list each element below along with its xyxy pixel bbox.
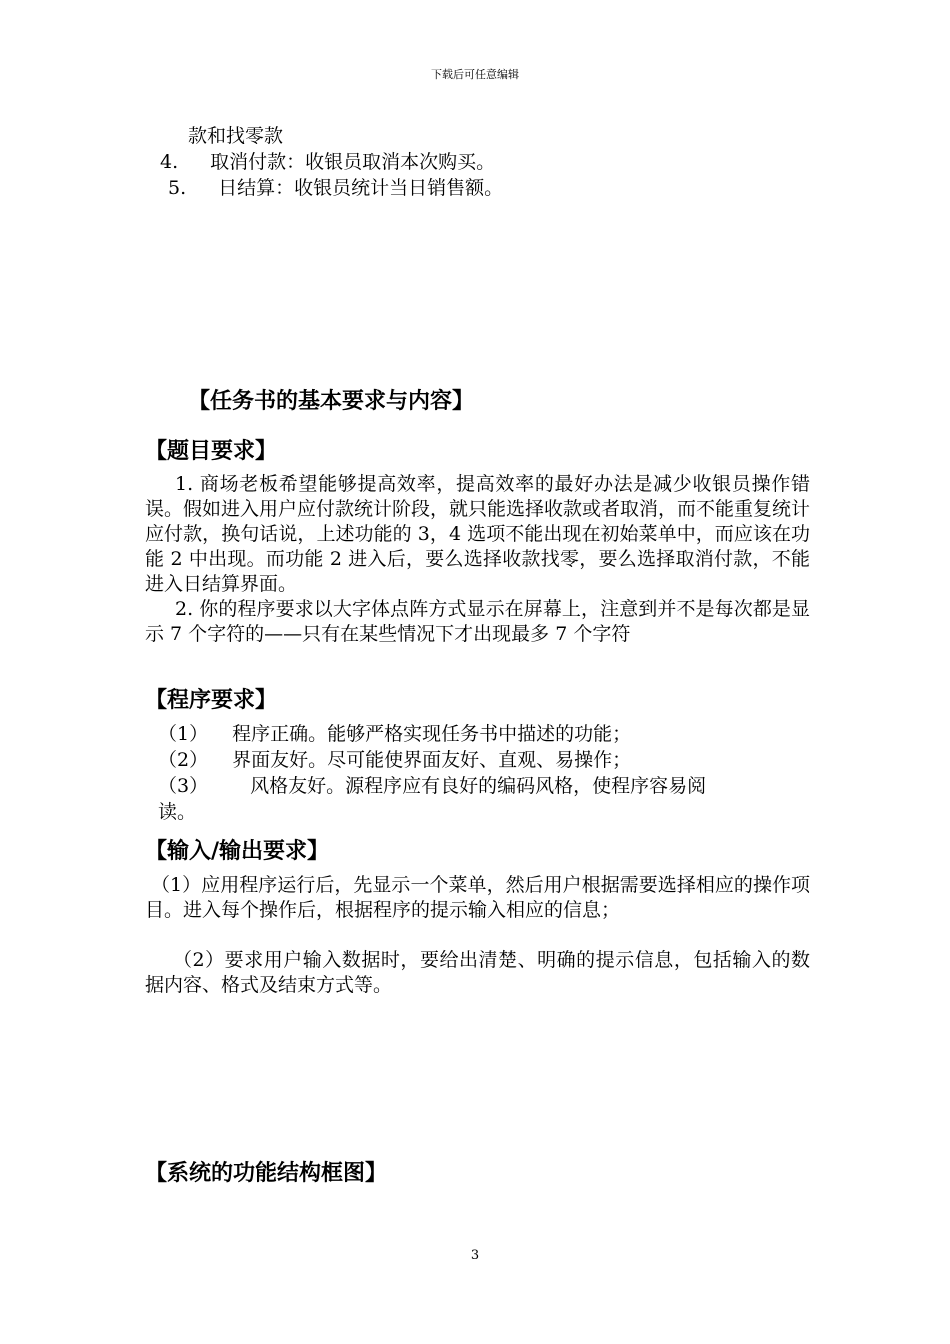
topic-paragraph-1: 1. 商场老板希望能够提高效率，提高效率的最好办法是减少收银员操作错误。假如进入用户应付款统计阶段，就只能选择收款或者取消，而不能重复统计应付款，换句话说，上述功能的 3，4 选项不能出现在初始菜单中，而应该在功能 2 中出现。而功能 2 进入后，要么选择收款找零，要么选择取消付款，不能进入日结算界面。 bbox=[145, 473, 811, 595]
list-number: （2） bbox=[158, 749, 209, 771]
task-requirements-heading: 【任务书的基本要求与内容】 bbox=[188, 389, 475, 414]
list-number: （1） bbox=[158, 723, 209, 745]
program-item-2 bbox=[158, 748, 631, 773]
list-text: 取消付款：收银员取消本次购买。 bbox=[210, 151, 496, 173]
io-paragraph-2: （2）要求用户输入数据时，要给出清楚、明确的提示信息，包括输入的数据内容、格式及结束方式等。 bbox=[145, 949, 810, 996]
program-item-1 bbox=[158, 722, 631, 747]
function-structure-heading: 【系统的功能结构框图】 bbox=[145, 1161, 388, 1186]
page-header: 下载后可任意编辑 bbox=[431, 68, 519, 81]
page-number: 3 bbox=[470, 1248, 480, 1263]
list-text: 风格友好。源程序应有良好的编码风格，使程序容易阅 bbox=[250, 775, 707, 797]
topic-requirements-heading: 【题目要求】 bbox=[145, 439, 278, 464]
list-number: 5. bbox=[168, 177, 187, 199]
list-text: 程序正确。能够严格实现任务书中描述的功能； bbox=[232, 723, 632, 745]
io-paragraph-1: （1）应用程序运行后，先显示一个菜单，然后用户根据需要选择相应的操作项目。进入每个操作后，根据程序的提示输入相应的信息； bbox=[145, 874, 810, 921]
list-text: 日结算：收银员统计当日销售额。 bbox=[218, 177, 504, 199]
list-number: 4. bbox=[160, 151, 179, 173]
list-text: 界面友好。尽可能使界面友好、直观、易操作； bbox=[232, 749, 632, 771]
program-item-3 bbox=[158, 774, 706, 799]
program-requirements-heading: 【程序要求】 bbox=[145, 688, 278, 713]
list-item-5 bbox=[168, 176, 503, 201]
list-number: （3） bbox=[158, 775, 209, 797]
list-item-4 bbox=[160, 150, 495, 175]
io-requirements-heading: 【输入/输出要求】 bbox=[145, 839, 330, 864]
topic-paragraph-2: 2. 你的程序要求以大字体点阵方式显示在屏幕上，注意到并不是每次都是显示 7 个字符的——只有在某些情况下才出现最多 7 个字符 bbox=[145, 598, 810, 645]
program-item-3-continued: 读。 bbox=[158, 801, 197, 823]
continued-line: 款和找零款 bbox=[188, 125, 284, 147]
